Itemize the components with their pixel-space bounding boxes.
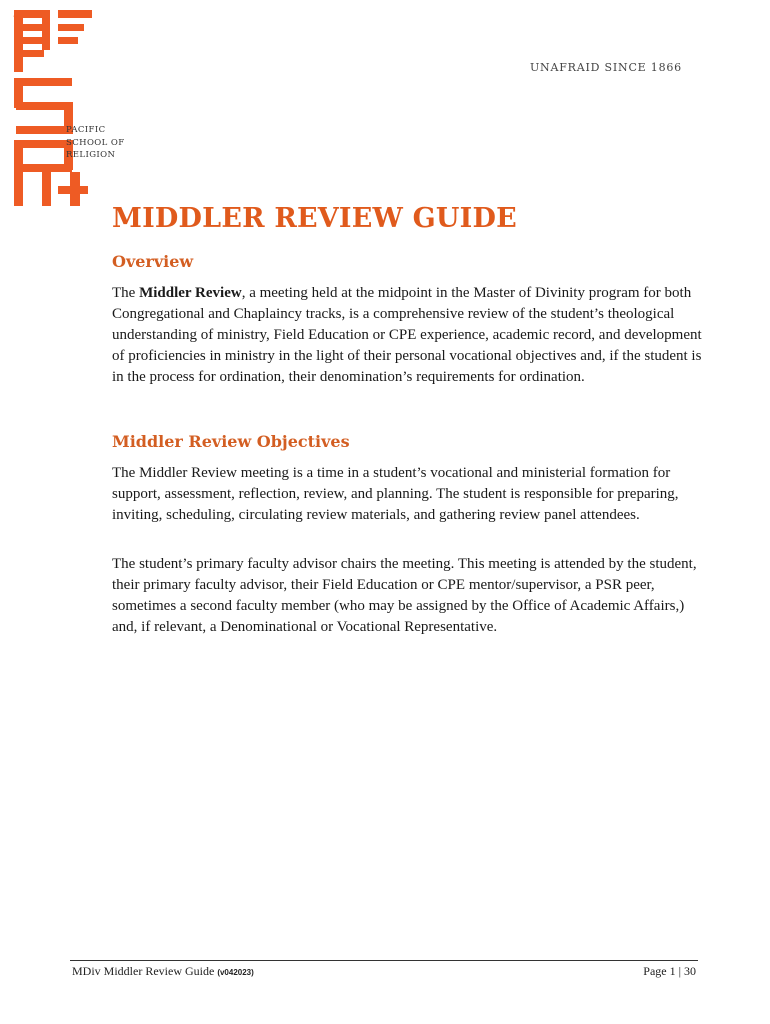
page-title: MIDDLER REVIEW GUIDE [112,203,517,234]
overview-paragraph [112,283,702,388]
overview-lead: The [112,285,140,301]
overview-bold-term: Middler Review [139,285,242,301]
logo-line-3: RELIGION [66,150,116,160]
footer-doc-name [72,964,254,979]
overview-body: , a meeting held at the midpoint in the Master of Divinity program for both Congregational and Chaplaincy tracks, is a comprehensive review of the student’s theological understanding of ministry, Field Education or CPE experience, academic record, and development of proficiencies in ministry in the light of their personal vocational objectives and, if the student is in the process for ordination, their denomination’s requirements for ordination. [112,285,702,385]
logo-wordmark [66,124,125,162]
logo-line-1: PACIFIC [66,125,106,135]
logo-line-2: SCHOOL OF [66,137,125,148]
tagline: UNAFRAID SINCE 1866 [529,61,682,74]
footer-page-number: Page 1 | 30 [643,964,696,978]
psr-logo [12,6,112,208]
footer-doc-title: MDiv Middler Review Guide [72,964,218,978]
objectives-heading: Middler Review Objectives [112,432,350,451]
trademark-mark: ® [13,14,18,20]
objectives-paragraph-2: The student’s primary faculty advisor chairs the meeting. This meeting is attended by the student, their primary faculty advisor, their Field Education or CPE mentor/supervisor, a PSR peer, sometimes a second faculty member (who may be assigned by the Office of Academic Affairs,) and, if relevant, a Denominational or Vocational Representative. [112,556,697,635]
overview-heading: Overview [112,252,194,271]
objectives-paragraph-1: The Middler Review meeting is a time in a student’s vocational and ministerial formation for support, assessment, reflection, review, and planning. The student is responsible for preparing, inviting, scheduling, circulating review materials, and gathering review panel attendees. [112,465,679,523]
footer-version: (v042023) [217,968,254,977]
footer-divider [70,960,698,961]
